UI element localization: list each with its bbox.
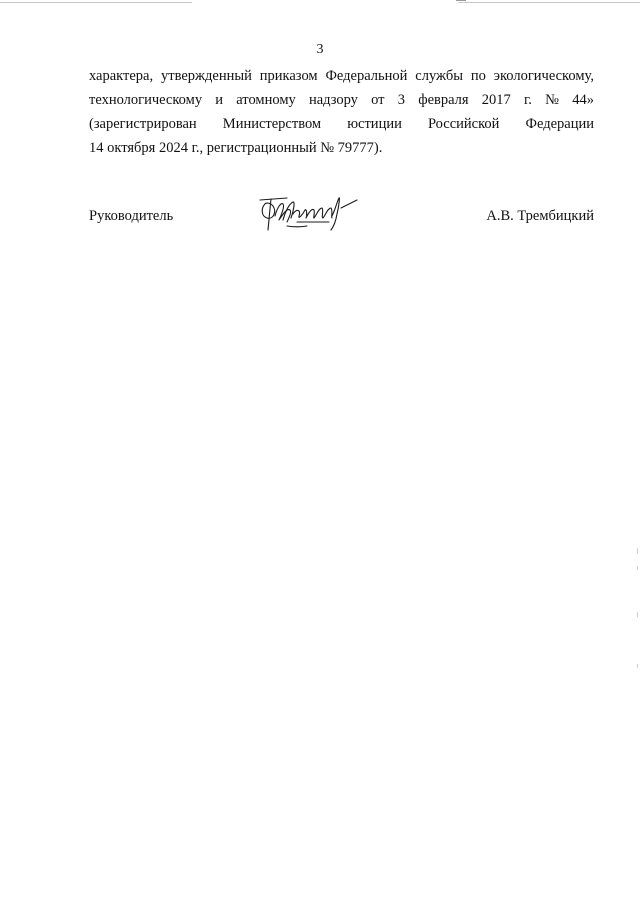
word: г. — [524, 92, 532, 108]
text-line-1 — [89, 64, 594, 88]
word: 2017 — [481, 92, 511, 108]
word: 3 — [397, 92, 405, 108]
word: характера, — [89, 68, 154, 84]
document-body — [89, 64, 594, 160]
word: Федеральной — [325, 68, 408, 84]
word: надзору — [308, 92, 358, 108]
word: приказом — [259, 68, 318, 84]
scan-border-top-right — [458, 2, 640, 3]
word: по — [470, 68, 486, 84]
text-line-4: 14 октября 2024 г., регистрационный № 79777). — [89, 140, 383, 156]
word: технологическому — [89, 92, 203, 108]
word: службы — [415, 68, 463, 84]
word: Федерации — [525, 116, 594, 132]
word: Российской — [427, 116, 500, 132]
scan-edge-mark — [637, 612, 638, 617]
scan-edge-mark — [637, 548, 638, 554]
page-number: 3 — [316, 42, 324, 57]
word: (зарегистрирован — [89, 116, 197, 132]
scan-edge-mark — [637, 664, 638, 668]
word: Министерством — [222, 116, 322, 132]
scan-border-top-left — [0, 2, 192, 3]
word: юстиции — [347, 116, 402, 132]
word: и — [215, 92, 224, 108]
signatory-name: А.В. Трембицкий — [486, 208, 594, 224]
signature-block — [89, 208, 594, 232]
handwritten-signature-icon — [257, 190, 367, 240]
text-line-3 — [89, 112, 594, 136]
word: экологическому, — [493, 68, 594, 84]
word: атомному — [236, 92, 296, 108]
word: утвержденный — [161, 68, 252, 84]
scan-border-tick — [456, 0, 466, 1]
word: 44» — [572, 92, 594, 108]
word: № — [545, 92, 559, 108]
text-line-2 — [89, 88, 594, 112]
scan-edge-mark — [637, 566, 638, 570]
signatory-title: Руководитель — [89, 208, 174, 224]
word: февраля — [418, 92, 469, 108]
word: от — [371, 92, 385, 108]
